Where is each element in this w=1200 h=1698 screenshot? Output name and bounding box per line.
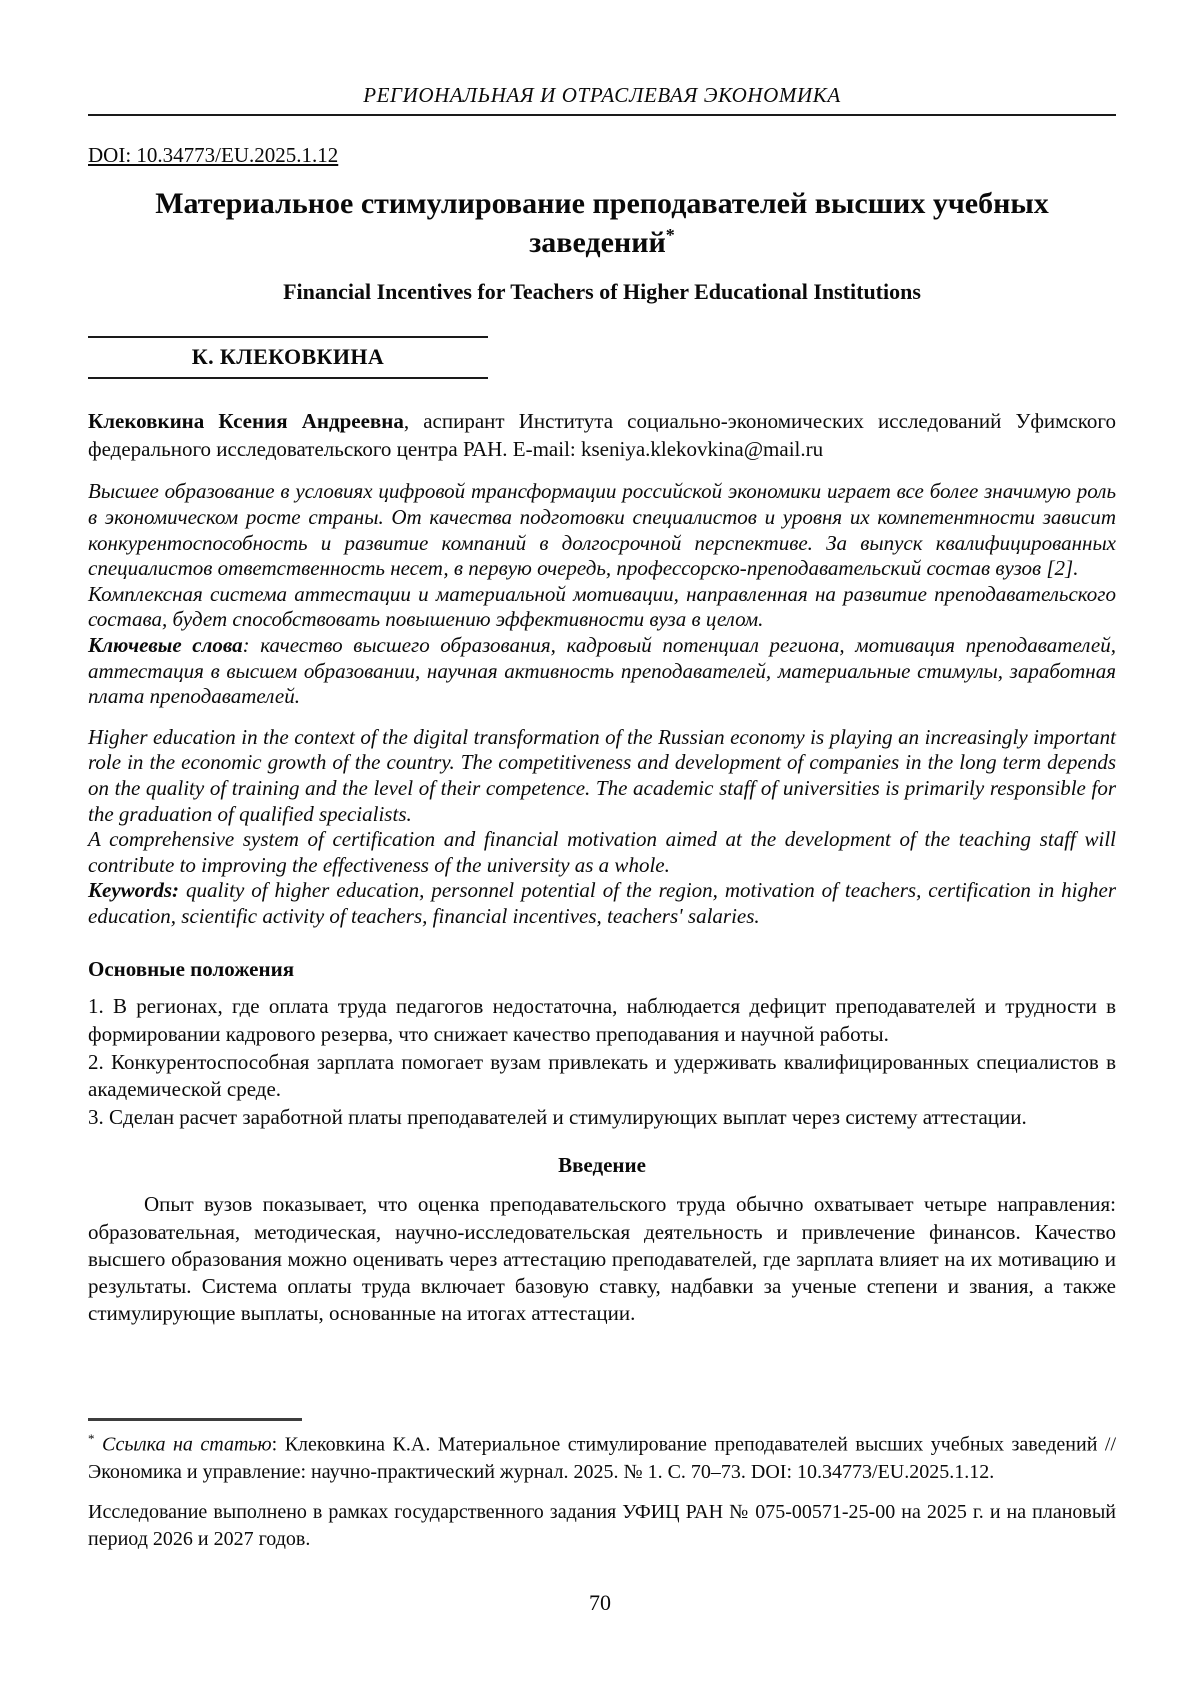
highlights-list: [88, 993, 1116, 1133]
highlight-item-1: 1. В регионах, где оплата труда педагогов недостаточна, наблюдается дефицит преподавателей и трудности в формировании кадрового резерва, что снижает качество преподавания и научной работы.: [88, 993, 1116, 1046]
highlights-heading: Основные положения: [88, 956, 295, 981]
running-head: РЕГИОНАЛЬНАЯ И ОТРАСЛЕВАЯ ЭКОНОМИКА: [363, 83, 841, 107]
article-title-en: Financial Incentives for Teachers of Higher Educational Institutions: [283, 279, 921, 305]
keywords-ru-text: : качество высшего образования, кадровый потенциал региона, мотивация преподавателей, аттестация в высшем образовании, научная активность преподавателей, материальные стимулы, заработная плата преподавателей.: [88, 632, 1116, 709]
keywords-en-label: Keywords:: [88, 878, 179, 903]
keywords-ru: [88, 633, 1116, 710]
affiliation-text: , аспирант Института социально-экономических исследований Уфимского федерального исследовательского центра РАН. E-mail: kseniya.klekovkina@mail.ru: [88, 409, 1117, 462]
footnote-citation-label: Ссылка на статью: [102, 1433, 272, 1456]
keywords-en: [88, 878, 1116, 929]
introduction-heading: Введение: [558, 1153, 646, 1178]
author-fullname: Клековкина Ксения Андреевна: [88, 409, 404, 434]
footnote-block: [88, 1418, 1116, 1553]
doi-text: DOI: 10.34773/EU.2025.1.12: [88, 143, 339, 168]
abstract-ru: [88, 479, 1116, 709]
abstract-ru-p2: Комплексная система аттестации и материальной мотивации, направленная на развитие преподавательского состава, будет способствовать повышению эффективности вуза в целом.: [88, 581, 1116, 632]
highlight-item-2: 2. Конкурентоспособная зарплата помогает вузам привлекать и удерживать квалифицированных специалистов в академической среде.: [88, 1049, 1116, 1102]
abstract-en-p2: A comprehensive system of certification and financial motivation aimed at the development of the teaching staff will contribute to improving the effectiveness of the university as a whole.: [88, 827, 1116, 877]
abstract-ru-p1: Высшее образование в условиях цифровой трансформации российской экономики играет все более значимую роль в экономическом росте страны. От качества подготовки специалистов и уровня их компетентности зависит конкурентоспособность и развитие компаний в долгосрочной перспективе. За выпуск квалифицированных специалистов ответственность несет, в первую очередь, профессорско-преподавательский состав вузов [2].: [88, 479, 1116, 581]
introduction-paragraph: Опыт вузов показывает, что оценка преподавательского труда обычно охватывает четыре направления: образовательная, методическая, научно-исследовательская деятельность и привлечение финансов. Качество высшего образования можно оценивать через аттестацию преподавателей, где зарплата влияет на их мотивацию и результаты. Система оплаты труда включает базовую ставку, надбавки за ученые степени и звания, а также стимулирующие выплаты, основанные на итогах аттестации.: [88, 1192, 1116, 1326]
footnote-separator-rule: [88, 1418, 302, 1421]
affiliation-paragraph: [88, 408, 1116, 464]
abstract-en: [88, 725, 1116, 930]
footnote-citation: [88, 1430, 1116, 1486]
author-name: К. КЛЕКОВКИНА: [191, 344, 385, 370]
keywords-ru-label: Ключевые слова: [88, 632, 243, 657]
article-title-ru-text: Материальное стимулирование преподавателей высших учебных заведений: [155, 187, 1049, 260]
footnote-citation-text: : Клековкина К.А. Материальное стимулирование преподавателей высших учебных заведений // Экономика и управление: научно-практический журнал. 2025. № 1. С. 70–73. DOI: 10.34773/EU.2025.1.12.: [88, 1433, 1117, 1483]
abstract-en-p1: Higher education in the context of the digital transformation of the Russian economy is playing an increasingly important role in the economic growth of the country. The competitiveness and development of companies in the long term depends on the quality of training and the level of their competence. The academic staff of universities is primarily responsible for the graduation of qualified specialists.: [88, 724, 1116, 826]
title-footnote-marker: *: [665, 225, 675, 246]
keywords-en-text: quality of higher education, personnel potential of the region, motivation of teachers, certification in higher education, scientific activity of teachers, financial incentives, teachers' salaries.: [88, 878, 1116, 929]
highlight-item-3: 3. Сделан расчет заработной платы преподавателей и стимулирующих выплат через систему аттестации.: [88, 1105, 1027, 1130]
article-title-ru: [88, 184, 1116, 262]
header-rule: [88, 114, 1116, 116]
page-number: 70: [589, 1590, 611, 1615]
footnote-marker: *: [88, 1431, 95, 1446]
author-name-box: [88, 336, 488, 379]
footnote-funding: Исследование выполнено в рамках государственного задания УФИЦ РАН № 075-00571-25-00 на 2025 г. и на плановый период 2026 и 2027 годов.: [88, 1500, 1116, 1550]
